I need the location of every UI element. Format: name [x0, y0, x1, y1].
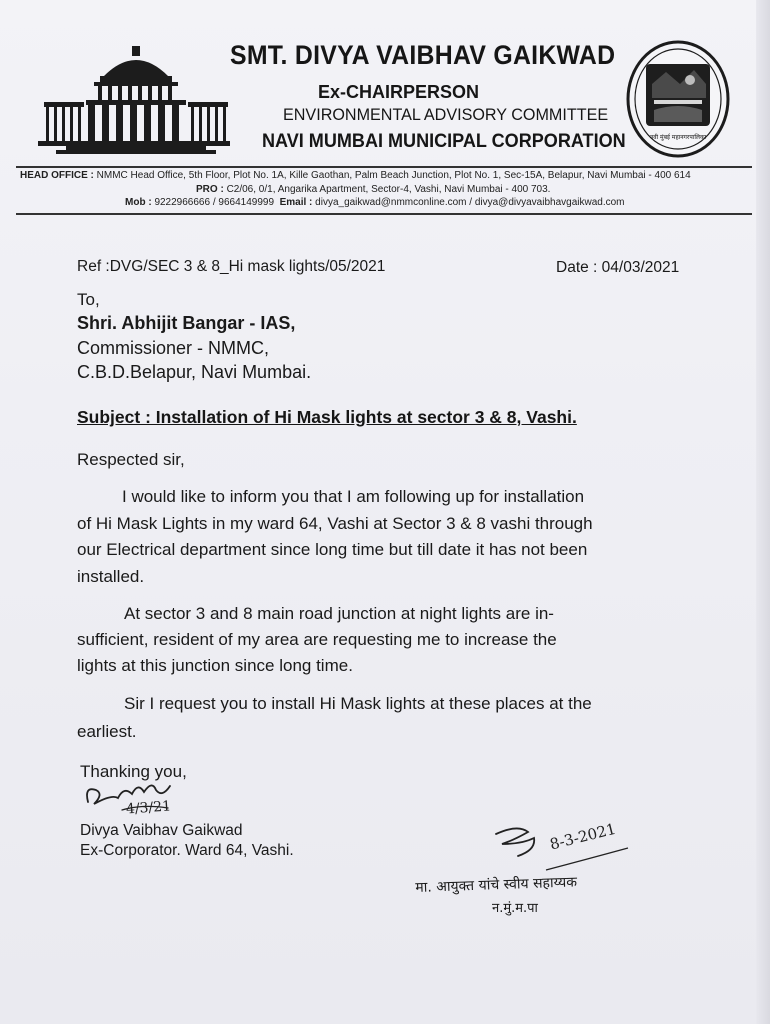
letter-date: Date : 04/03/2021	[556, 259, 680, 276]
letterhead-corporation: NAVI MUMBAI MUNICIPAL CORPORATION	[262, 131, 626, 152]
letterhead-committee: ENVIRONMENTAL ADVISORY COMMITTEE	[283, 105, 609, 124]
building-logo	[36, 44, 232, 160]
signer-name: Divya Vaibhav Gaikwad	[80, 822, 243, 839]
receipt-date: 8-3-2021	[548, 819, 618, 854]
nmmc-emblem	[626, 40, 730, 158]
subject-line: Subject : Installation of Hi Mask lights at sector 3 & 8, Vashi.	[77, 407, 577, 427]
closing-line: Thanking you,	[80, 762, 187, 781]
paragraph-2-line: lights at this junction since long time.	[77, 656, 353, 675]
addressee-place: C.B.D.Belapur, Navi Mumbai.	[77, 362, 312, 382]
contact-line: Mob : 9222966666 / 9664149999 Email : divya_gaikwad@nmmconline.com / divya@divyavaibhavgaikwad.com	[125, 197, 625, 208]
letterhead-name: SMT. DIVYA VAIBHAV GAIKWAD	[230, 40, 616, 70]
paragraph-1-line: our Electrical department since long time but till date it has not been	[77, 540, 588, 559]
signature-date: 4/3/21	[125, 798, 172, 818]
salutation: Respected sir,	[77, 450, 185, 469]
paragraph-1-line: I would like to inform you that I am following up for installation	[122, 487, 585, 506]
addressee-title: Commissioner - NMMC,	[77, 338, 270, 358]
paragraph-3-line: earliest.	[77, 722, 137, 741]
stamp-line-2: न.मुं.म.पा	[492, 901, 538, 916]
emblem-caption: नवी मुंबई महानगरपालिका	[649, 134, 707, 141]
to-label: To,	[77, 290, 100, 309]
reference-number: Ref :DVG/SEC 3 & 8_Hi mask lights/05/2021	[77, 258, 386, 275]
signer-title: Ex-Corporator. Ward 64, Vashi.	[80, 842, 294, 859]
head-office-line: HEAD OFFICE : NMMC Head Office, 5th Floor, Plot No. 1A, Kille Gaothan, Palm Beach Junction, Plot No. 1, Sec-15A, Belapur, Navi Mumbai - 400 614	[20, 170, 691, 181]
paragraph-3-line: Sir I request you to install Hi Mask lights at these places at the	[124, 694, 592, 713]
addressee-name: Shri. Abhijit Bangar - IAS,	[77, 313, 296, 333]
paragraph-1-line: of Hi Mask Lights in my ward 64, Vashi at Sector 3 & 8 vashi through	[77, 514, 593, 533]
stamp-line-1: मा. आयुक्त यांचे स्वीय सहाय्यक	[415, 874, 578, 896]
paragraph-2-line: At sector 3 and 8 main road junction at night lights are in-	[124, 604, 554, 623]
paragraph-2-line: sufficient, resident of my area are requesting me to increase the	[77, 630, 557, 649]
paragraph-1-line: installed.	[77, 567, 145, 586]
pro-address-line: PRO : C2/06, 0/1, Angarika Apartment, Sector-4, Vashi, Navi Mumbai - 400 703.	[196, 184, 551, 195]
letterhead-role: Ex-CHAIRPERSON	[318, 82, 480, 102]
